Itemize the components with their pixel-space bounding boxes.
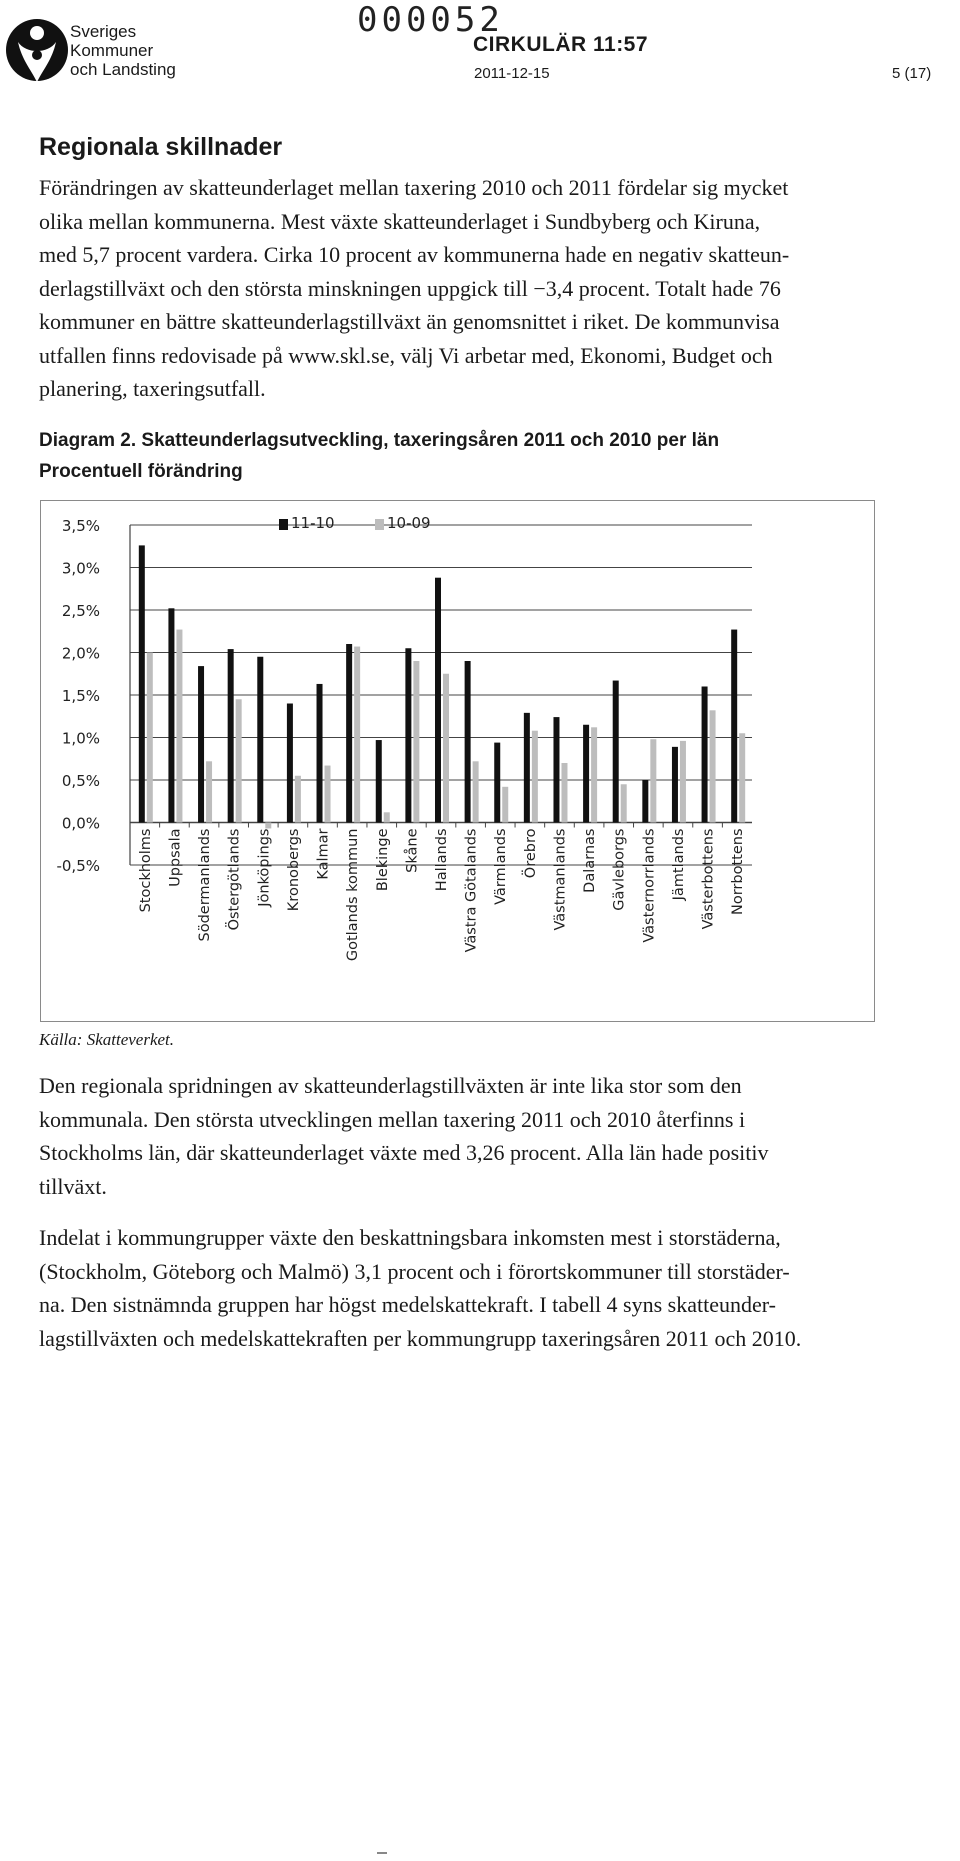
paragraph-3 <box>39 1221 939 1355</box>
x-tick-label: Västernorrlands <box>641 828 658 943</box>
bar-11-10 <box>642 780 648 823</box>
y-tick-label: 3,5% <box>61 517 100 535</box>
x-tick-label: Västerbottens <box>700 828 717 930</box>
x-tick-label: Gävleborgs <box>611 828 628 911</box>
bar-11-10 <box>198 666 204 822</box>
bar-10-09 <box>236 699 242 822</box>
x-tick-label: Blekinge <box>374 828 391 892</box>
paragraph-2 <box>39 1069 939 1203</box>
text-line: Stockholms län, där skatteunderlaget växte med 3,26 procent. Alla län hade positiv <box>39 1140 769 1165</box>
bar-10-09 <box>384 812 390 822</box>
diagram-title: Diagram 2. Skatteunderlagsutveckling, taxeringsåren 2011 och 2010 per län <box>39 430 720 451</box>
y-tick-label: 1,0% <box>61 729 100 748</box>
diagram-subtitle: Procentuell förändring <box>39 461 243 482</box>
text-line: tillväxt. <box>39 1173 107 1199</box>
bar-11-10 <box>287 704 293 823</box>
bar-11-10 <box>376 740 382 822</box>
y-tick-label: 2,0% <box>61 644 100 663</box>
x-tick-label: Dalarnas <box>582 828 599 893</box>
bar-10-09 <box>591 727 597 822</box>
y-tick-label: 2,5% <box>61 602 100 620</box>
x-tick-label: Kalmar <box>315 828 332 880</box>
org-name-line: Kommuner <box>70 41 154 60</box>
bar-11-10 <box>553 717 559 822</box>
chart-source: Källa: Skatteverket. <box>39 1030 175 1049</box>
paragraph-1 <box>39 171 939 406</box>
bar-11-10 <box>613 681 619 823</box>
bar-11-10 <box>317 684 323 823</box>
document-date: 2011-12-15 <box>474 65 550 82</box>
y-tick-label: 0,5% <box>61 772 100 790</box>
text-line: olika mellan kommunerna. Mest växte skatteunderlaget i Sundbyberg och Kiruna, <box>39 208 761 234</box>
bar-11-10 <box>494 743 500 823</box>
x-tick-label: Jönköpings <box>256 828 273 907</box>
bar-11-10 <box>228 649 234 822</box>
text-line: derlagstillväxt och den största minskningen uppgick till −3,4 procent. Totalt hade 76 <box>39 275 781 301</box>
bar-10-09 <box>680 741 686 823</box>
bar-11-10 <box>524 713 530 823</box>
bar-11-10 <box>257 657 263 823</box>
text-line: med 5,7 procent vardera. Cirka 10 procent av kommunerna hade en negativ skatteun- <box>39 242 790 267</box>
text-line: kommunala. Den största utvecklingen mellan taxering 2011 och 2010 återfinns i <box>39 1106 746 1132</box>
text-line: kommuner en bättre skatteunderlagstillväxt än genomsnittet i riket. De kommunvisa <box>39 309 780 334</box>
document-number: 000052 <box>357 0 504 40</box>
y-tick-label: 3,0% <box>61 559 100 578</box>
x-tick-label: Örebro <box>522 828 539 879</box>
x-tick-label: Gotlands kommun <box>345 828 362 962</box>
bar-11-10 <box>346 644 352 823</box>
skl-logo-icon <box>4 8 70 92</box>
x-tick-label: Västmanlands <box>552 828 569 931</box>
x-tick-label: Stockholms <box>137 828 154 913</box>
bar-10-09 <box>473 761 479 822</box>
legend-swatch <box>375 519 384 530</box>
page-mark <box>377 1852 387 1854</box>
bar-11-10 <box>168 608 174 822</box>
text-line: lagstillväxten och medelskattekraften per kommungrupp taxeringsåren 2011 och 2010. <box>39 1325 802 1351</box>
x-tick-label: Skåne <box>404 828 421 873</box>
x-tick-label: Värmlands <box>493 828 510 905</box>
text-line: utfallen finns redovisade på www.skl.se, välj Vi arbetar med, Ekonomi, Budget och <box>39 342 773 368</box>
x-tick-label: Södermanlands <box>197 828 214 942</box>
bar-11-10 <box>731 630 737 823</box>
x-tick-label: Västra Götalands <box>463 828 480 953</box>
bar-11-10 <box>139 545 145 822</box>
bar-10-09 <box>502 787 508 823</box>
bar-10-09 <box>295 776 301 823</box>
y-tick-label: 1,5% <box>61 687 100 705</box>
bar-11-10 <box>672 747 678 823</box>
bar-10-09 <box>265 823 271 829</box>
bar-10-09 <box>561 763 567 823</box>
org-name-line: Sveriges <box>70 22 137 41</box>
org-name-line: och Landsting <box>70 60 176 79</box>
text-line: (Stockholm, Göteborg och Malmö) 3,1 procent och i förortskommuner till storstäder- <box>39 1258 790 1284</box>
text-line: Förändringen av skatteunderlaget mellan taxering 2010 och 2011 fördelar sig mycket <box>39 175 789 200</box>
legend-label: 11-10 <box>291 514 335 532</box>
bar-chart <box>40 500 875 1022</box>
x-tick-label: Hallands <box>434 828 450 892</box>
text-line: na. Den sistnämnda gruppen har högst medelskattekraft. I tabell 4 syns skatteunder- <box>39 1292 776 1317</box>
bar-10-09 <box>443 674 449 823</box>
bar-10-09 <box>147 653 153 823</box>
x-tick-label: Östergötlands <box>226 828 243 931</box>
bar-10-09 <box>354 647 360 823</box>
bar-11-10 <box>583 725 589 823</box>
text-line: Den regionala spridningen av skatteunderlagstillväxten är inte lika stor som den <box>39 1073 742 1098</box>
x-tick-label: Kronobergs <box>285 828 302 912</box>
text-line: Indelat i kommungrupper växte den beskattningsbara inkomsten mest i storstäderna, <box>39 1225 781 1250</box>
section-title: Regionala skillnader <box>39 133 283 161</box>
bar-11-10 <box>435 578 441 823</box>
legend-swatch <box>279 519 288 530</box>
y-tick-label: -0,5% <box>56 857 100 875</box>
bar-10-09 <box>532 731 538 823</box>
bar-11-10 <box>465 661 471 823</box>
document-type: CIRKULÄR 11:57 <box>473 33 649 56</box>
page-number: 5 (17) <box>892 65 932 82</box>
bar-11-10 <box>702 687 708 823</box>
bar-10-09 <box>413 661 419 823</box>
bar-10-09 <box>739 733 745 822</box>
legend-label: 10-09 <box>387 514 431 532</box>
bar-10-09 <box>650 739 656 822</box>
bar-10-09 <box>621 784 627 822</box>
x-tick-label: Uppsala <box>167 828 184 887</box>
bar-10-09 <box>206 761 212 822</box>
organization-name <box>70 22 176 79</box>
bar-11-10 <box>405 648 411 822</box>
bar-10-09 <box>176 630 182 823</box>
bar-10-09 <box>710 710 716 822</box>
x-tick-label: Norrbottens <box>730 828 747 915</box>
y-tick-label: 0,0% <box>61 814 100 833</box>
bar-10-09 <box>325 766 331 823</box>
text-line: planering, taxeringsutfall. <box>39 376 266 401</box>
chart-frame <box>41 501 875 1022</box>
x-tick-label: Jämtlands <box>670 828 687 901</box>
